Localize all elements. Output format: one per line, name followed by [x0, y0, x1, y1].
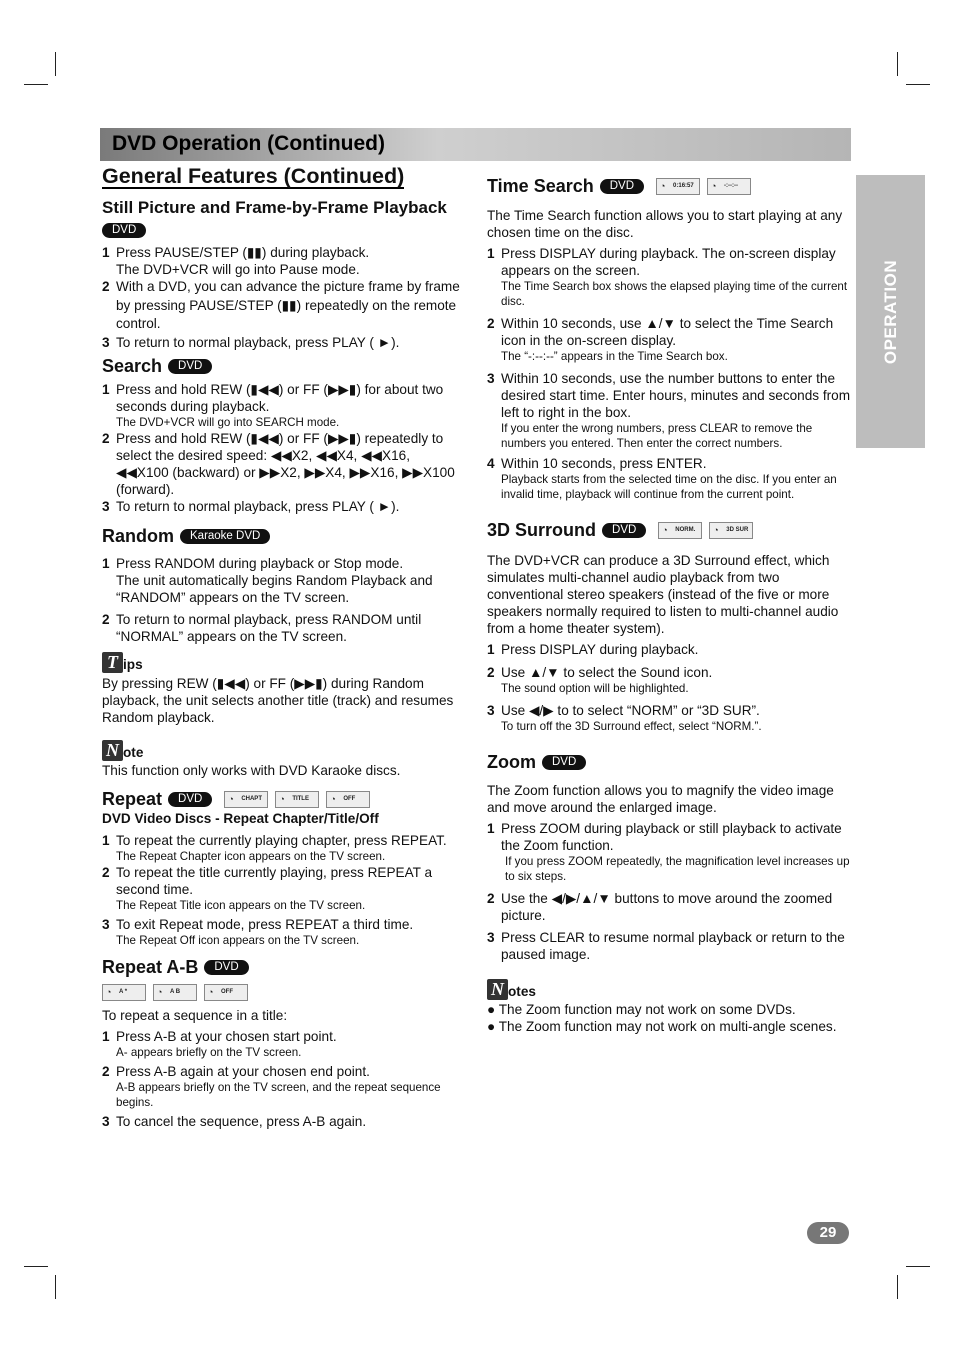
list-item: 1 Press DISPLAY during playback. The on-screen display appears on the screen. The Time Search box shows the elapsed playing time of the current disc. — [487, 246, 848, 308]
tips-label: ips — [123, 656, 143, 672]
dvd-badge: DVD — [204, 960, 248, 975]
repeat-ab-section — [102, 956, 460, 1130]
crop-mark — [897, 52, 898, 76]
repeat-osd-icons — [224, 791, 370, 808]
time-search-steps — [487, 245, 852, 502]
repeat-steps — [102, 832, 460, 948]
osd-title-icon: ◔ TITLE — [275, 791, 319, 808]
tips-text: By pressing REW (▮◀◀) or FF (▶▶▮) during Random playback, the unit selects another title (track) and resumes Random playback. — [102, 675, 454, 725]
osd-ab-icon: ◔ A B — [153, 984, 197, 1001]
list-item: 3 To return to normal playback, press PLAY ( ►). — [102, 498, 400, 514]
crop-mark — [24, 84, 48, 85]
crop-mark — [24, 1266, 48, 1267]
zoom-steps — [487, 820, 852, 963]
search-section — [102, 355, 460, 515]
zoom-heading: Zoom DVD — [487, 754, 852, 771]
repeat-heading: Repeat DVD ◔ CHAPT ◔ TITLE ◔ OFF — [102, 791, 460, 808]
list-item: 2 Press A-B again at your chosen end point. A-B appears briefly on the TV screen, and the repeat sequence begins. — [102, 1063, 441, 1109]
time-search-osd-icons — [656, 178, 751, 195]
list-item: 1 Press ZOOM during playback or still playback to activate the Zoom function. If you press ZOOM repeatedly, the magnification level increases up to six steps. — [487, 821, 850, 883]
section-banner — [100, 128, 851, 161]
still-steps — [102, 244, 460, 351]
random-steps — [102, 555, 460, 645]
time-search-section — [487, 178, 852, 502]
osd-a-icon: ◔ A * — [102, 984, 146, 1001]
zoom-intro: The Zoom function allows you to magnify the video image and move around the enlarged image. — [487, 783, 834, 815]
notes-box — [487, 979, 852, 1035]
search-steps — [102, 381, 460, 515]
crop-mark — [906, 1266, 930, 1267]
karaoke-dvd-badge: Karaoke DVD — [180, 529, 270, 544]
zoom-section — [487, 754, 852, 963]
note-label: ote — [123, 744, 144, 760]
tips-icon: T — [102, 652, 123, 673]
list-item: 3 To cancel the sequence, press A-B again. — [102, 1113, 367, 1129]
crop-mark — [55, 1275, 56, 1299]
list-item: 2 Press and hold REW (▮◀◀) or FF (▶▶▮) repeatedly to select the desired speed: ◀◀X2, ◀◀X4, ◀◀X16, ◀◀X100 (backward) or ▶▶X2, ▶▶X4, ▶▶X16, ▶▶X100 (forward). — [102, 430, 455, 497]
notes-icon: N — [487, 979, 508, 1000]
osd-3d-sur-icon: ◔ 3D SUR — [709, 522, 753, 539]
note-text: This function only works with DVD Karaoke discs. — [102, 762, 401, 778]
list-item: ● The Zoom function may not work on multi-angle scenes. — [487, 1019, 837, 1034]
surround-heading: 3D Surround DVD ◔ NORM. ◔ 3D SUR — [487, 522, 852, 539]
surround-osd-icons — [658, 522, 753, 539]
search-heading: Search DVD — [102, 358, 460, 375]
osd-off-icon: ◔ OFF — [326, 791, 370, 808]
list-item: 3 To exit Repeat mode, press REPEAT a third time. The Repeat Off icon appears on the TV screen. — [102, 916, 414, 947]
list-item: 3 To return to normal playback, press PLAY ( ►). — [102, 334, 400, 350]
note-box — [102, 740, 460, 779]
list-item: 2 Use the ◀/▶/▲/▼ buttons to move around the zoomed picture. — [487, 891, 833, 923]
dvd-badge: DVD — [168, 359, 212, 374]
right-column — [487, 178, 852, 1035]
tips-box — [102, 652, 460, 726]
dvd-badge: DVD — [600, 179, 644, 194]
list-item: 1 Press RANDOM during playback or Stop mode. The unit automatically begins Random Playback and “RANDOM” appears on the TV screen. — [102, 555, 433, 605]
dvd-badge: DVD — [602, 523, 646, 538]
osd-chapter-icon: ◔ CHAPT — [224, 791, 268, 808]
list-item: 2 With a DVD, you can advance the picture frame by frame by pressing PAUSE/STEP (▮▮) repeatedly on the remote control. — [102, 279, 460, 331]
list-item: 2 To return to normal playback, press RANDOM until “NORMAL” appears on the TV screen. — [102, 611, 422, 644]
list-item: 1 To repeat the currently playing chapter, press REPEAT. The Repeat Chapter icon appears on the TV screen. — [102, 832, 447, 863]
left-column — [102, 164, 460, 1130]
repeat-ab-intro: To repeat a sequence in a title: — [102, 1007, 288, 1023]
still-section — [102, 199, 460, 351]
repeat-ab-heading: Repeat A-B DVD — [102, 959, 460, 976]
still-heading: Still Picture and Frame-by-Frame Playback — [102, 198, 447, 217]
list-item: 1 Press DISPLAY during playback. — [487, 642, 699, 657]
repeat-ab-steps — [102, 1028, 460, 1130]
side-tab — [856, 175, 925, 448]
page-number: 29 — [807, 1222, 849, 1244]
dvd-badge: DVD — [102, 223, 146, 238]
list-item: 2 Within 10 seconds, use ▲/▼ to select the Time Search icon in the on-screen display. The “-:--:--” appears in the Time Search box. — [487, 316, 834, 363]
list-item: 1 Press and hold REW (▮◀◀) or FF (▶▶▮) for about two seconds during playback. The DVD+VCR will go into SEARCH mode. — [102, 381, 444, 429]
repeat-subheading: DVD Video Discs - Repeat Chapter/Title/Off — [102, 810, 379, 826]
crop-mark — [55, 52, 56, 76]
notes-label: otes — [508, 984, 536, 999]
list-item: 3 Within 10 seconds, use the number buttons to enter the desired start time. Enter hours, minutes and seconds from left to right in the box. If you enter the wrong numbers, press CLEAR to remove the numbers you entered. Then enter the correct numbers. — [487, 371, 851, 450]
crop-mark — [897, 1275, 898, 1299]
list-item: 2 Use ▲/▼ to select the Sound icon. The sound option will be highlighted. — [487, 665, 713, 695]
surround-steps — [487, 641, 852, 734]
repeat-ab-osd-icons — [102, 984, 460, 1001]
random-section — [102, 525, 460, 645]
dvd-badge: DVD — [168, 792, 212, 807]
list-item: 2 To repeat the title currently playing, press REPEAT a second time. The Repeat Title icon appears on the TV screen. — [102, 864, 433, 912]
osd-norm-icon: ◔ NORM. — [658, 522, 702, 539]
list-item: 4 Within 10 seconds, press ENTER. Playback starts from the selected time on the disc. If you enter an invalid time, playback will continue from the current point. — [487, 456, 837, 501]
notes-list — [487, 1001, 852, 1035]
crop-mark — [906, 84, 930, 85]
note-icon: N — [102, 740, 123, 761]
list-item: 1 Press PAUSE/STEP (▮▮) during playback. The DVD+VCR will go into Pause mode. — [102, 245, 370, 277]
list-item: 3 Press CLEAR to resume normal playback or return to the paused image. — [487, 930, 845, 962]
page-title: General Features (Continued) — [102, 164, 405, 188]
time-search-intro: The Time Search function allows you to start playing at any chosen time on the disc. — [487, 208, 843, 240]
surround-intro: The DVD+VCR can produce a 3D Surround effect, which simulates multi-channel audio playback from two conventional stereo speakers (instead of the five or more speakers normally required to listen to multi-channel audio from a home theater system). — [487, 553, 839, 636]
repeat-section — [102, 788, 460, 948]
osd-off-icon: ◔ OFF — [204, 984, 248, 1001]
list-item: 1 Press A-B at your chosen start point. A- appears briefly on the TV screen. — [102, 1028, 337, 1059]
surround-section — [487, 522, 852, 734]
banner-title: DVD Operation (Continued) — [112, 132, 385, 155]
time-search-heading: Time Search DVD ◔ 0:16:57 ◔ -:--:-- — [487, 178, 852, 195]
random-heading: Random Karaoke DVD — [102, 528, 460, 545]
osd-time-blank-icon: ◔ -:--:-- — [707, 178, 751, 195]
osd-time-elapsed-icon: ◔ 0:16:57 — [656, 178, 700, 195]
dvd-badge: DVD — [542, 755, 586, 770]
list-item: ● The Zoom function may not work on some DVDs. — [487, 1002, 796, 1017]
list-item: 3 Use ◀/▶ to to select “NORM” or “3D SUR”. To turn off the 3D Surround effect, select “NORM.”. — [487, 703, 762, 733]
side-tab-label: OPERATION — [880, 259, 900, 364]
